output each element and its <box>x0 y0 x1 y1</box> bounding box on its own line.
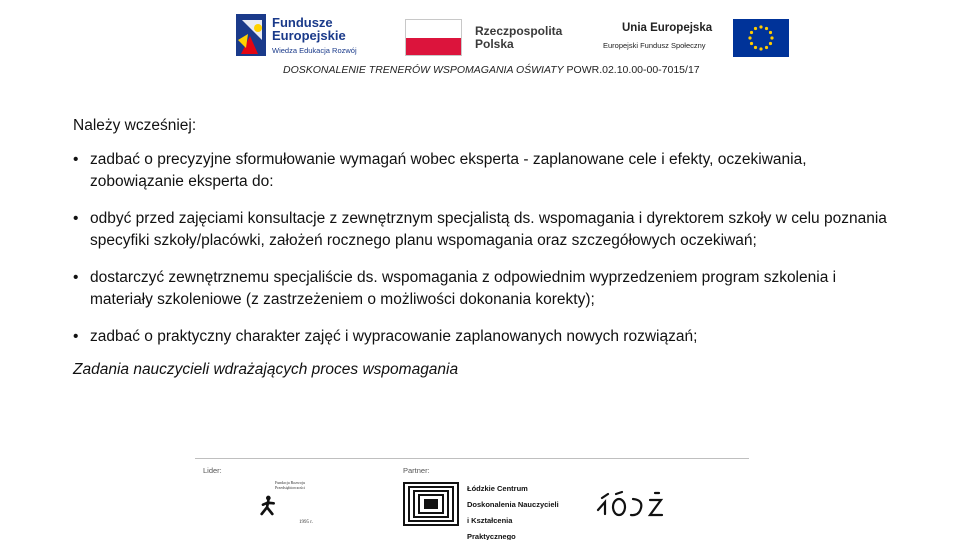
bullet-text: zadbać o precyzyjne sformułowanie wymagań wobec eksperta - zaplanowane cele i efekty, oczekiwania, zobowiązanie eksperta do: <box>90 151 807 190</box>
footer-divider <box>195 458 749 459</box>
bullet-item <box>73 267 903 311</box>
bullet-dot: • <box>73 151 79 168</box>
lodz-wordmark-icon <box>595 490 667 518</box>
polish-flag-icon <box>405 19 462 56</box>
project-line <box>283 64 700 76</box>
ffr-logo-line2: Przedsiębiorczości <box>275 485 305 490</box>
bullet-item <box>73 326 903 348</box>
running-figure-icon <box>259 494 279 518</box>
logo-bar <box>0 0 960 76</box>
funds-logo-sub: Wiedza Edukacja Rozwój <box>272 46 357 55</box>
lcd-logo-line1: Łódzkie Centrum <box>467 484 528 493</box>
rp-logo-text <box>475 25 562 51</box>
eu-logo <box>600 19 790 59</box>
bullet-text: zadbać o praktyczny charakter zajęć i wypracowanie zaplanowanych nowych rozwiązań; <box>90 328 698 345</box>
lcd-logo-line2: Doskonalenia Nauczycieli <box>467 500 559 509</box>
ffr-logo-year: 1995 r. <box>299 520 313 525</box>
funds-logo-text <box>272 16 346 42</box>
lider-label: Lider: <box>203 466 222 475</box>
project-code: POWR.02.10.00-00-7015/17 <box>563 64 700 76</box>
rp-logo <box>405 19 575 57</box>
partners-footer <box>195 458 749 538</box>
eu-logo-title: Unia Europejska <box>622 22 713 34</box>
bullet-dot: • <box>73 328 79 345</box>
lcd-logo <box>403 480 563 540</box>
slide-heading: Należy wcześniej: <box>73 117 197 134</box>
bullet-dot: • <box>73 210 79 227</box>
ffr-logo-line1: Fundacja Rozwoju <box>274 480 306 485</box>
concentric-squares-icon <box>403 482 459 526</box>
funds-star-icon <box>236 14 266 56</box>
eu-flag-icon <box>733 19 789 57</box>
ffr-logo <box>255 480 325 530</box>
closing-line: Zadania nauczycieli wdrażających proces wspomagania <box>73 361 459 378</box>
slide-content <box>73 115 903 381</box>
bullet-text: dostarczyć zewnętrznemu specjaliście ds. wspomagania z odpowiednim wyprzedzeniem program szkolenia i materiały szkoleniowe (z zastrzeżeniem o możliwości dokonania korekty); <box>90 269 837 308</box>
funds-logo-line1: Fundusze <box>272 15 333 30</box>
rp-logo-line2: Polska <box>475 37 514 51</box>
lcd-logo-text <box>467 481 563 540</box>
bullet-item <box>73 149 903 193</box>
eu-logo-sub: Europejski Fundusz Społeczny <box>603 41 706 50</box>
rp-logo-line1: Rzeczpospolita <box>475 24 563 38</box>
funds-logo-line2: Europejskie <box>272 28 346 43</box>
project-name: DOSKONALENIE TRENERÓW WSPOMAGANIA OŚWIATY <box>283 64 564 76</box>
partner-label: Partner: <box>403 466 430 475</box>
bullet-item <box>73 208 903 252</box>
bullet-text: odbyć przed zajęciami konsultacje z zewnętrznym specjalistą ds. wspomagania i dyrektorem szkoły w celu poznania specyfiki szkoły/placówki, założeń rocznego planu wspomagania oraz szczegółowych oczekiwań; <box>90 210 887 249</box>
funds-logo <box>236 14 376 58</box>
bullet-dot: • <box>73 269 79 286</box>
lcd-logo-line3: i Kształcenia Praktycznego <box>467 516 516 540</box>
ffr-logo-text <box>255 480 325 490</box>
